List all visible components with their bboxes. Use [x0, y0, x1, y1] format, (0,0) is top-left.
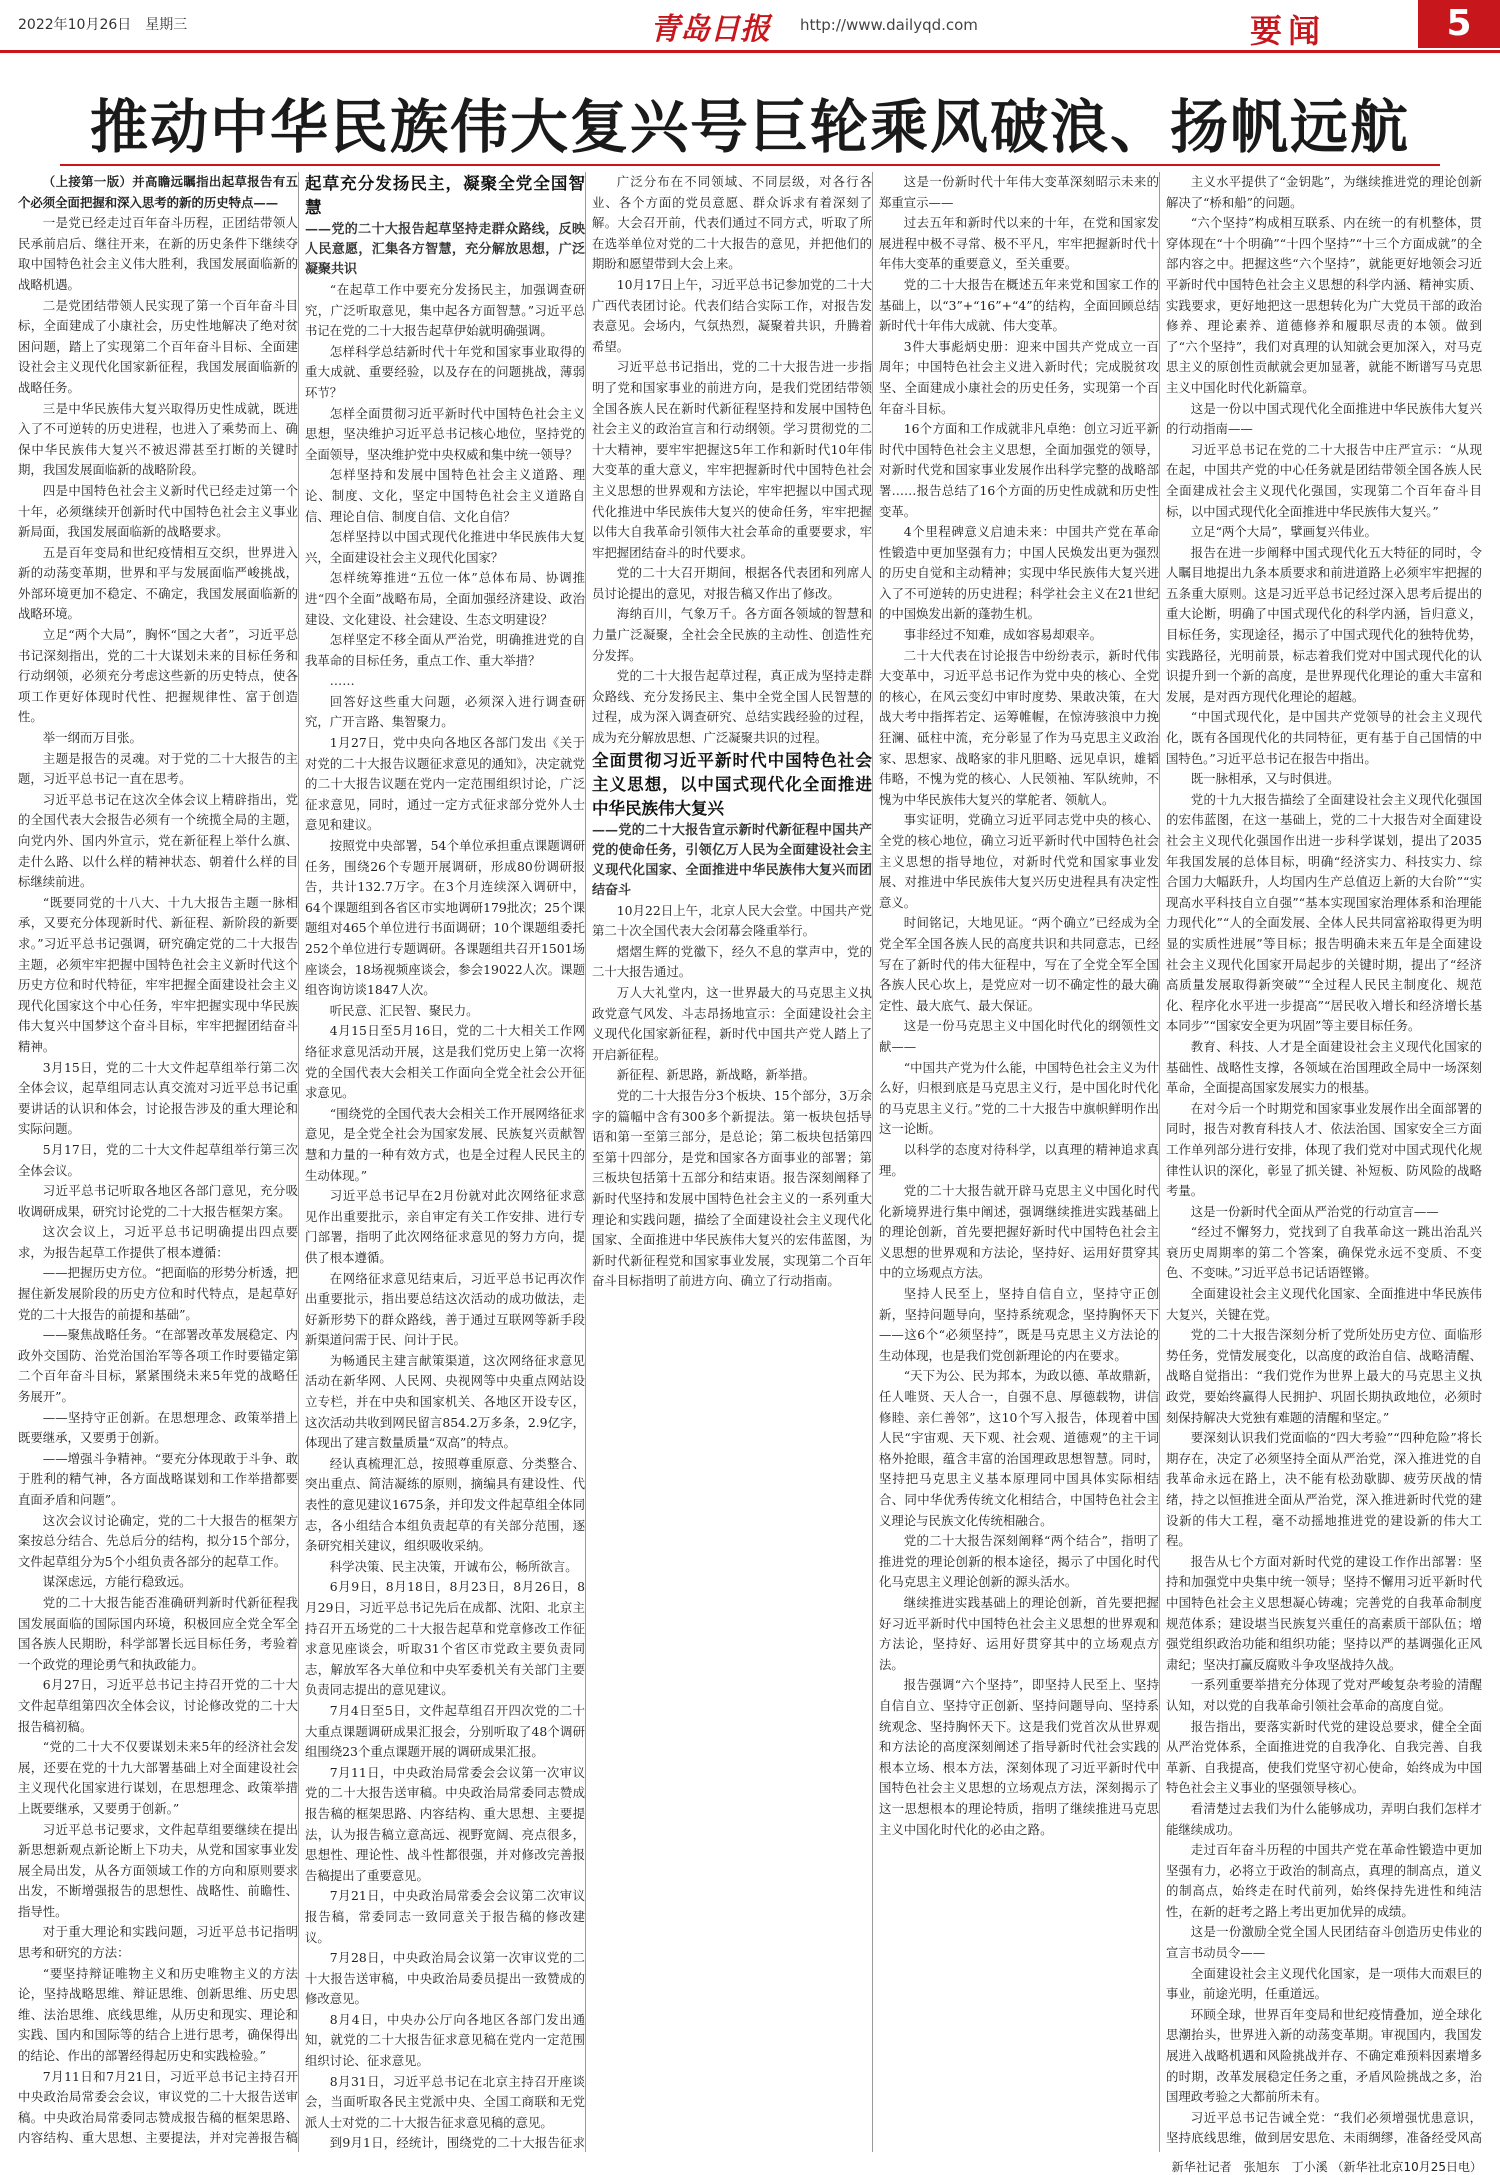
article-column-5	[1166, 172, 1482, 2152]
paragraph: 全面建设社会主义现代化国家，是一项伟大而艰巨的事业，前途光明，任重道远。	[1166, 1965, 1482, 2002]
paragraph: 报告从七个方面对新时代党的建设工作作出部署：坚持和加强党中央集中统一领导；坚持不懈用习近平新时代中国特色社会主义思想凝心铸魂；完善党的自我革命制度规范体系；建设堪当民族复兴重任的高素质干部队伍；增强党组织政治功能和组织功能；坚持以严的基调强化正风肃纪；坚决打赢反腐败斗争攻坚战持久战。	[1166, 1553, 1482, 1672]
masthead	[0, 0, 1500, 54]
paragraph: 过去五年和新时代以来的十年，在党和国家发展进程中极不寻常、极不平凡，牢牢把握新时代十年伟大变革的重要意义，至关重要。	[879, 215, 1159, 272]
paragraph: 怎样统筹推进“五位一体”总体布局、协调推进“四个全面”战略布局，全面加强经济建设、政治建设、文化建设、社会建设、生态文明建设？	[305, 570, 585, 627]
article-column-2	[305, 172, 585, 2152]
website-url[interactable]: http://www.dailyqd.com	[800, 16, 978, 34]
paragraph: 在网络征求意见结束后，习近平总书记再次作出重要批示，指出要总结这次活动的成功做法，走好新形势下的群众路线，善于通过互联网等新手段新渠道问需于民、问计于民。	[305, 1270, 585, 1348]
paragraph: “中国式现代化，是中国共产党领导的社会主义现代化，既有各国现代化的共同特征，更有基于自己国情的中国特色。”习近平总书记在报告中指出。	[1166, 709, 1482, 766]
paragraph: 党的二十大报告在概述五年来党和国家工作的基础上，以“3”+“16”+“4”的结构，全面回顾总结新时代十年伟大成就、伟大变革。	[879, 276, 1159, 334]
paragraph: 4个里程碑意义启迪未来：中国共产党在革命性锻造中更加坚强有力；中国人民焕发出更为强烈的历史自觉和主动精神；实现中华民族伟大复兴进入了不可逆转的历史进程；科学社会主义在21世纪的中国焕发出新的蓬勃生机。	[879, 524, 1159, 622]
paragraph: 党的十九大报告描绘了全面建设社会主义现代化强国的宏伟蓝图，在这一基础上，党的二十大报告对全面建设社会主义现代化强国作出进一步科学谋划，提出了2035年我国发展的总体目标，明确“经济实力、科技实力、综合国力大幅跃升，人均国内生产总值迈上新的大台阶”“实现高水平科技自立自强”“基本实现国家治理体系和治理能力现代化”“人的全面发展、全体人民共同富裕取得更为明显的实质性进展”等目标；报告明确未来五年是全面建设社会主义现代化国家开局起步的关键时期，提出了“经济高质量发展取得新突破”“全过程人民民主制度化、规范化、程序化水平进一步提高”“居民收入增长和经济增长基本同步”“国家安全更为巩固”等主要目标任务。	[1166, 791, 1482, 1034]
paragraph: ——增强斗争精神。“要充分体现敢于斗争、敢于胜利的精气神，各方面战略谋划和工作举措都要直面矛盾和问题”。	[18, 1450, 298, 1507]
paragraph: 怎样全面贯彻习近平新时代中国特色社会主义思想，坚决维护习近平总书记核心地位，坚持党的全面领导，坚决维护党中央权威和集中统一领导？	[305, 405, 585, 462]
paragraph: 广泛分布在不同领域、不同层级，对各行各业、各个方面的党员意愿、群众诉求有着深刻了解。大会召开前，代表们通过不同方式，听取了所在选举单位对党的二十大报告的意见，并把他们的期盼和愿望带到大会上来。	[592, 174, 872, 272]
paragraph: 海纳百川，气象万千。各方面各领域的智慧和力量广泛凝聚，全社会全民族的主动性、创造性充分发挥。	[592, 606, 872, 663]
paragraph: 怎样坚持以中国式现代化推进中华民族伟大复兴，全面建设社会主义现代化国家？	[305, 529, 585, 565]
paragraph: 这是一份新时代十年伟大变革深刻昭示未来的郑重宣示——	[879, 174, 1159, 210]
paragraph: 4月15日至5月16日，党的二十大相关工作网络征求意见活动开展，这是我们党历史上第一次将党的全国代表大会相关工作面向全党全社会公开征求意见。	[305, 1023, 585, 1101]
paragraph: 习近平总书记早在2月份就对此次网络征求意见作出重要批示，亲自审定有关工作安排、进行专门部署，指明了此次网络征求意见的努力方向，提供了根本遵循。	[305, 1188, 585, 1265]
paragraph: 五是百年变局和世纪疫情相互交织，世界进入新的动荡变革期，世界和平与发展面临严峻挑战，外部环境更加不稳定、不确定，我国发展面临新的战略环境。	[18, 544, 298, 622]
paragraph: 坚持人民至上，坚持自信自立，坚持守正创新，坚持问题导向，坚持系统观念，坚持胸怀天下——这6个“必须坚持”，既是马克思主义方法论的生动体现，也是我们党创新理论的内在要求。	[879, 1286, 1159, 1363]
paragraph: 报告指出，要落实新时代党的建设总要求，健全全面从严治党体系，全面推进党的自我净化、自我完善、自我革新、自我提高，使我们党坚守初心使命，始终成为中国特色社会主义事业的坚强领导核心。	[1166, 1718, 1482, 1796]
paragraph: 7月21日，中央政治局常委会会议第二次审议报告稿，常委同志一致同意关于报告稿的修改建议。	[305, 1888, 585, 1945]
paragraph: 二十大代表在讨论报告中纷纷表示，新时代伟大变革中，习近平总书记作为党中央的核心、全党的核心，在风云变幻中审时度势、果敢决策，在大战大考中指挥若定、运筹帷幄，在惊涛骇浪中力挽狂澜、砥柱中流，充分彰显了作为马克思主义政治家、思想家、战略家的非凡胆略、远见卓识，雄韬伟略，不愧为党的核心、人民领袖、军队统帅，不愧为中华民族伟大复兴的掌舵者、领航人。	[879, 647, 1159, 807]
paragraph: 立足“两个大局”，胸怀“国之大者”，习近平总书记深刻指出，党的二十大谋划未来的目标任务和行动纲领，必须充分考虑这些新的历史特点，使各项工作更好体现时代性、把握规律性、富于创造性。	[18, 627, 298, 725]
paragraph: 6月9日，8月18日，8月23日，8月26日，8月29日，习近平总书记先后在成都、沈阳、北京主持召开五场党的二十大报告起草和党章修改工作征求意见座谈会，听取31个省区市党政主要负责同志，解放军各大单位和中央军委机关有关部门主要负责同志提出的意见建议。	[305, 1579, 585, 1698]
column-divider	[872, 172, 873, 2152]
paragraph: 习近平总书记在党的二十大报告中庄严宣示：“从现在起，中国共产党的中心任务就是团结带领全国各族人民全面建成社会主义现代化强国，实现第二个百年奋斗目标，以中国式现代化全面推进中华民族伟大复兴。”	[1166, 441, 1482, 519]
masthead-divider	[0, 50, 1500, 53]
paragraph: 到9月1日，经统计，围绕党的二十大报告征求	[329, 2135, 585, 2151]
paragraph: 这是一份以中国式现代化全面推进中华民族伟大复兴的行动指南——	[1166, 400, 1482, 437]
paragraph: “在起草工作中要充分发扬民主，加强调查研究，广泛听取意见，集中起各方面智慧。”习近平总书记在党的二十大报告起草伊始就明确强调。	[305, 282, 585, 339]
paragraph: 全面贯彻习近平新时代中国特色社会主义思想，以中国式现代化全面推进中华民族伟大复兴	[592, 750, 872, 818]
paragraph: 回答好这些重大问题，必须深入进行调查研究，广开言路、集智聚力。	[305, 693, 585, 730]
page-number: 5	[1418, 0, 1500, 48]
paragraph: “中国共产党为什么能，中国特色社会主义为什么好，归根到底是马克思主义行，是中国化时代化的马克思主义行。”党的二十大报告中旗帜鲜明作出这一论断。	[879, 1059, 1159, 1137]
byline: 新华社记者 张旭东 丁小溪	[1171, 2160, 1328, 2174]
paragraph: “经过不懈努力，党找到了自我革命这一跳出治乱兴衰历史周期率的第二个答案，确保党永远不变质、不变色、不变味。”习近平总书记话语铿锵。	[1166, 1224, 1482, 1281]
paragraph: 这次会议上，习近平总书记明确提出四点要求，为报告起草工作提供了根本遵循：	[18, 1224, 298, 1260]
paragraph: 16个方面和工作成就非凡卓绝：创立习近平新时代中国特色社会主义思想，全面加强党的领导，对新时代党和国家事业发展作出科学完整的战略部署……报告总结了16个方面的历史性成就和历史性变革。	[879, 421, 1159, 519]
paragraph: ——党的二十大报告起草坚持走群众路线，反映人民意愿，汇集各方智慧，充分解放思想，广泛凝聚共识	[305, 222, 585, 277]
headline-divider	[60, 164, 1440, 166]
paragraph: 科学决策、民主决策，开诚布公，畅所欲言。	[329, 1558, 578, 1574]
paragraph: 5月17日，党的二十大文件起草组举行第三次全体会议。	[18, 1141, 298, 1178]
paragraph: 熠熠生辉的党徽下，经久不息的掌声中，党的二十大报告通过。	[592, 943, 872, 980]
paragraph: 一是党已经走过百年奋斗历程，正团结带领人民承前启后、继往开来，在新的历史条件下继续夺取中国特色社会主义伟大胜利，我国发展面临新的战略机遇。	[18, 215, 298, 292]
paragraph: 党的二十大报告分3个板块、15个部分，3万余字的篇幅中含有300多个新提法。第一板块包括导语和第一至第三部分，是总论；第二板块包括第四至第十四部分，是党和国家各方面事业的部署；第三板块包括第十五部分和结束语。报告深刻阐释了新时代坚持和发展中国特色社会主义的一系列重大理论和实践问题，描绘了全面建设社会主义现代化国家、全面推进中华民族伟大复兴的宏伟蓝图，为新时代新征程党和国家事业发展，实现第二个百年奋斗目标指明了前进方向、确立了行动指南。	[592, 1087, 872, 1289]
paragraph: “天下为公、民为邦本，为政以德、革故鼎新，任人唯贤、天人合一，自强不息、厚德载物，讲信修睦、亲仁善邻”，这10个写入报告，体现着中国人民“宇宙观、天下观、社会观、道德观”的主干词格外抢眼，蕴含丰富的治国理政思想智慧。同时，坚持把马克思主义基本原理同中国具体实际相结合、同中华优秀传统文化相结合，中国特色社会主义理论与民族文化传统相融合。	[879, 1368, 1159, 1528]
paragraph: 经认真梳理汇总，按照尊重原意、分类整合、突出重点、简洁凝练的原则，摘编具有建设性、代表性的意见建议1675条，并印发文件起草组全体同志，各小组结合本组负责起草的有关部分范围，逐条研究相关建议，组织吸收采纳。	[305, 1455, 585, 1554]
paragraph: 环顾全球，世界百年变局和世纪疫情叠加，逆全球化思潮抬头，世界进入新的动荡变革期。审视国内，我国发展进入战略机遇和风险挑战并存、不确定难预料因素增多的时期，改革发展稳定任务之重，矛盾风险挑战之多，治国理政考验之大都前所未有。	[1166, 2006, 1482, 2105]
paragraph: 7月28日，中央政治局会议第一次审议党的二十大报告送审稿，中央政治局委员提出一致赞成的修改意见。	[305, 1950, 585, 2007]
paragraph: 习近平总书记要求，文件起草组要继续在提出新思想新观点新论断上下功夫，从党和国家事业发展全局出发，从各方面领域工作的方向和原则要求出发，不断增强报告的思想性、战略性、前瞻性、指导性。	[18, 1821, 298, 1919]
paragraph: ——把握历史方位。“把面临的形势分析透，把握住新发展阶段的历史方位和时代特点，是起草好党的二十大报告的前提和基础”。	[18, 1265, 298, 1322]
paragraph: 新征程、新思路，新战略，新举措。	[616, 1067, 816, 1083]
newspaper-logo: 青岛日报	[650, 12, 770, 47]
paragraph: ……	[329, 673, 355, 689]
paragraph: “六个坚持”构成相互联系、内在统一的有机整体，贯穿体现在“十个明确”“十四个坚持”“十三个方面成就”的全部内容之中。把握这些“六个坚持”，就能更好地领会习近平新时代中国特色社会主义思想的科学内涵、精神实质、实践要求，更好地把这一思想转化为广大党员干部的政治修养、理论素养、道德修养和履职尽责的本领。做到了“六个坚持”，我们对真理的认知就会更加深入，对马克思主义的原创性贡献就会更加显著，就能不断谱写马克思主义中国化时代化新篇章。	[1166, 215, 1482, 395]
paragraph: “围绕党的全国代表大会相关工作开展网络征求意见，是全党全社会为国家发展、民族复兴贡献智慧和力量的一种有效方式，也是全过程人民民主的生动体现。”	[305, 1105, 585, 1183]
column-divider	[585, 172, 586, 2152]
article-footer	[1166, 2158, 1482, 2175]
paragraph: 谋深虑远，方能行稳致远。	[42, 1574, 192, 1590]
paragraph: 事非经过不知难，成如容易却艰辛。	[903, 627, 1103, 643]
dateline-note: （新华社北京10月25日电）	[1331, 2160, 1482, 2174]
paragraph: 党的二十大召开期间，根据各代表团和列席人员讨论提出的意见，对报告稿又作出了修改。	[592, 565, 872, 601]
paragraph: 党的二十大报告深刻分析了党所处历史方位、面临形势任务，党情发展变化，以高度的政治自信、战略清醒、战略自觉指出：“我们党作为世界上最大的马克思主义执政党，要始终赢得人民拥护、巩固长期执政地位，必须时刻保持解决大党独有难题的清醒和坚定。”	[1166, 1327, 1482, 1425]
paragraph: 报告在进一步阐释中国式现代化五大特征的同时，令人瞩目地提出九条本质要求和前进道路上必须牢牢把握的五条重大原则。这是习近平总书记经过深入思考后提出的重大论断，明确了中国式现代化的科学内涵，旨归意义，目标任务，实现途径，揭示了中国式现代化的独特优势，实践路径，光明前景，标志着我们党对中国式现代化的认识提升到一个新的高度，是世界现代化理论的重大丰富和发展，是对西方现代化理论的超越。	[1166, 544, 1482, 704]
paragraph: 这次会议讨论确定，党的二十大报告的框架方案按总分结合、先总后分的结构，拟分15个部分，文件起草组分为5个小组负责各部分的起草工作。	[18, 1512, 298, 1569]
paragraph: 怎样科学总结新时代十年党和国家事业取得的重大成就、重要经验，以及存在的问题挑战，薄弱环节？	[305, 343, 585, 400]
paragraph: 立足“两个大局”，擘画复兴伟业。	[1190, 524, 1377, 540]
paragraph: 起草充分发扬民主，凝聚全党全国智慧	[305, 174, 585, 217]
paragraph: 主题是报告的灵魂。对于党的二十大报告的主题，习近平总书记一直在思考。	[18, 750, 298, 787]
article-column-3	[592, 172, 872, 2152]
paragraph: 四是中国特色社会主义新时代已经走过第一个十年，必须继续开创新时代中国特色社会主义事业新局面，我国发展面临新的战略要求。	[18, 482, 298, 540]
paragraph: 这是一份激励全党全国人民团结奋斗创造历史伟业的宣言书动员令——	[1166, 1924, 1482, 1961]
paragraph: 为畅通民主建言献策渠道，这次网络征求意见活动在新华网、人民网、央视网等中央重点网站设立专栏，并在中央和国家机关、各地区开设专区，这次活动共收到网民留言854.2万多条，2.9亿字，体现出了建言数量质量“双高”的特点。	[305, 1352, 585, 1451]
paragraph: 要深刻认识我们党面临的“四大考验”“四种危险”将长期存在，决定了必须坚持全面从严治党，深入推进党的自我革命永远在路上，决不能有松劲歇脚、疲劳厌战的情绪，持之以恒推进全面从严治党，深入推进新时代党的建设新的伟大工程，毫不动摇地推进党的建设新的伟大工程。	[1166, 1430, 1482, 1549]
paragraph: 报告强调“六个坚持”，即坚持人民至上、坚持自信自立、坚持守正创新、坚持问题导向、坚持系统观念、坚持胸怀天下。这是我们党首次从世界观和方法论的高度深刻阐述了指导新时代社会实践的根本立场、根本方法，深刻体现了习近平新时代中国特色社会主义思想的立场观点方法，深刻揭示了这一思想根本的理论特质，指明了继续推进马克思主义中国化时代化的必由之路。	[879, 1677, 1159, 1837]
paragraph: 举一纲而万目张。	[42, 730, 142, 746]
paragraph: ——聚焦战略任务。“在部署改革发展稳定、内政外交国防、治党治国治军等各项工作时要锚定第二个百年奋斗目标，紧紧围绕未来5年党的战略任务展开”。	[18, 1327, 298, 1405]
column-divider	[298, 172, 299, 2152]
paragraph: ——党的二十大报告宣示新时代新征程中国共产党的使命任务，引领亿万人民为全面建设社会主义现代化国家、全面推进中华民族伟大复兴而团结奋斗	[592, 822, 872, 898]
paragraph: 党的二十大报告就开辟马克思主义中国化时代化新境界进行集中阐述，强调继续推进实践基础上的理论创新，首先要把握好新时代中国特色社会主义思想的世界观和方法论，坚持好、运用好贯穿其中的立场观点方法。	[879, 1183, 1159, 1281]
paragraph: 走过百年奋斗历程的中国共产党在革命性锻造中更加坚强有力，必将立于政治的制高点，真理的制高点，道义的制高点，始终走在时代前列，始终保持先进性和纯洁性，在新的赶考之路上考出更加优异的成绩。	[1166, 1842, 1482, 1919]
paragraph: 继续推进实践基础上的理论创新，首先要把握好习近平新时代中国特色社会主义思想的世界观和方法论，坚持好、运用好贯穿其中的立场观点方法。	[879, 1594, 1159, 1672]
paragraph: 全面建设社会主义现代化国家、全面推进中华民族伟大复兴，关键在党。	[1166, 1286, 1482, 1322]
paragraph: （上接第一版）并高瞻远瞩指出起草报告有五个必须全面把握和深入思考的新的历史特点——	[18, 174, 298, 210]
paragraph: 10月17日上午，习近平总书记参加党的二十大广西代表团讨论。代表们结合实际工作，对报告发表意见。会场内，气氛热烈，凝聚着共识，升腾着希望。	[592, 276, 872, 354]
paragraph: 既一脉相承，又与时俱进。	[1190, 771, 1340, 787]
paragraph: 7月11日和7月21日，习近平总书记主持召开中央政治局常委会会议，审议党的二十大报告送审稿。中央政治局常委同志赞成报告稿的框架思路、内容结构、重大思想、主要提法，并对完善报告稿	[18, 2068, 298, 2146]
paragraph: 3月15日，党的二十大文件起草组举行第二次全体会议，起草组同志认真交流对习近平总书记重要讲话的认识和体会，讨论报告涉及的重大理论和实际问题。	[18, 1059, 298, 1137]
paragraph: 一系列重要举措充分体现了党对严峻复杂考验的清醒认知，对以党的自我革命引领社会革命的高度自觉。	[1166, 1677, 1482, 1713]
column-divider	[1159, 172, 1160, 2152]
paragraph: 主义水平提供了“金钥匙”，为继续推进党的理论创新解决了“桥和船”的问题。	[1166, 174, 1482, 210]
paragraph: 习近平总书记告诫全党：“我们必须增强忧患意识，坚持底线思维，做到居安思危、未雨绸缪，准备经受风高	[1166, 2109, 1482, 2146]
paragraph: 10月22日上午，北京人民大会堂。中国共产党第二十次全国代表大会闭幕会隆重举行。	[592, 902, 872, 939]
paragraph: 事实证明，党确立习近平同志党中央的核心、全党的核心地位，确立习近平新时代中国特色社会主义思想的指导地位，对新时代党和国家事业发展、对推进中华民族伟大复兴历史进程具有决定性意义。	[879, 812, 1159, 910]
paragraph: 1月27日，党中央向各地区各部门发出《关于对党的二十大报告议题征求意见的通知》，决定就党的二十大报告议题在党内一定范围组织讨论，广泛征求意见，同时，通过一定方式征求部分党外人士意见和建议。	[305, 735, 585, 833]
paragraph: ——坚持守正创新。在思想理念、政策举措上既要继承，又要勇于创新。	[18, 1409, 298, 1446]
paragraph: 这是一份新时代全面从严治党的行动宣言——	[1190, 1203, 1439, 1219]
paragraph: 以科学的态度对待科学，以真理的精神追求真理。	[879, 1141, 1159, 1178]
paragraph: 党的二十大报告起草过程，真正成为坚持走群众路线、充分发扬民主、集中全党全国人民智慧的过程，成为深入调查研究、总结实践经验的过程，成为充分解放思想、广泛凝聚共识的过程。	[592, 668, 872, 746]
issue-date: 2022年10月26日 星期三	[18, 17, 188, 33]
paragraph: 在对今后一个时期党和国家事业发展作出全面部署的同时，报告对教育科技人才、依法治国、国家安全三方面工作单列部分进行安排，体现了我们党对中国式现代化规律性认识的深化，彰显了抓关键、补短板、防风险的战略考量。	[1166, 1100, 1482, 1199]
paragraph: 三是中华民族伟大复兴取得历史性成就，既进入了不可逆转的历史进程，也进入了乘势而上、确保中华民族伟大复兴不被迟滞甚至打断的关键时期，我国发展面临新的战略阶段。	[18, 400, 298, 478]
article-column-4	[879, 172, 1159, 2152]
paragraph: 万人大礼堂内，这一世界最大的马克思主义执政党意气风发、斗志昂扬地宣示：全面建设社会主义现代化国家新征程，新时代中国共产党人踏上了开启新征程。	[592, 985, 872, 1062]
paragraph: 对于重大理论和实践问题，习近平总书记指明思考和研究的方法：	[18, 1924, 298, 1961]
paragraph: 7月11日，中央政治局常委会会议第一次审议党的二十大报告送审稿。中央政治局常委同志赞成报告稿的框架思路、内容结构、重大思想、主要提法，认为报告稿立意高远、视野宽阔、亮点很多，思想性、理论性、战斗性都很强，并对修改完善报告稿提出了重要意见。	[305, 1764, 585, 1883]
section-title: 要闻	[1250, 12, 1327, 50]
paragraph: 习近平总书记指出，党的二十大报告进一步指明了党和国家事业的前进方向，是我们党团结带领全国各族人民在新时代新征程坚持和发展中国特色社会主义的政治宣言和行动纲领。学习贯彻党的二十大精神，要牢牢把握这5年工作和新时代10年伟大变革的重大意义，牢牢把握新时代中国特色社会主义思想的世界观和方法论，牢牢把握以中国式现代化推进中华民族伟大复兴的使命任务，牢牢把握以伟大自我革命引领伟大社会革命的重要要求，牢牢把握团结奋斗的时代要求。	[592, 359, 872, 560]
paragraph: 看清楚过去我们为什么能够成功，弄明白我们怎样才能继续成功。	[1166, 1800, 1482, 1837]
paragraph: 怎样坚定不移全面从严治党，明确推进党的自我革命的目标任务，重点工作、重大举措？	[305, 632, 585, 668]
paragraph: 6月27日，习近平总书记主持召开党的二十大文件起草组第四次全体会议，讨论修改党的二十大报告稿初稿。	[18, 1677, 298, 1734]
paragraph: “要坚持辩证唯物主义和历史唯物主义的方法论，坚持战略思维、辩证思维、创新思维、历史思维、法治思维、底线思维，从历史和现实、理论和实践、国内和国际等的结合上进行思考，确保得出的结论、作出的部署经得起历史和实践检验。”	[18, 1965, 298, 2064]
paragraph: 习近平总书记在这次全体会议上精辟指出，党的全国代表大会报告必须有一个统揽全局的主题，向党内外、国内外宣示，党在新征程上举什么旗、走什么路、以什么样的精神状态、朝着什么样的目标继续前进。	[18, 791, 298, 890]
paragraph: 7月4日至5日，文件起草组召开四次党的二十大重点课题调研成果汇报会，分别听取了48个调研组围绕23个重点课题开展的调研成果汇报。	[305, 1702, 585, 1760]
paragraph: 这是一份马克思主义中国化时代化的纲领性文献——	[879, 1018, 1159, 1054]
paragraph: “既要同党的十八大、十九大报告主题一脉相承，又要充分体现新时代、新征程、新阶段的新要求。”习近平总书记强调，研究确定党的二十大报告主题，必须牢牢把握中国特色社会主义新时代这个历史方位和时代特征，牢牢把握全面建设社会主义现代化国家这个中心任务，牢牢把握实现中华民族伟大复兴中国梦这个奋斗目标，牢牢把握团结奋斗精神。	[18, 894, 298, 1054]
paragraph: 按照党中央部署，54个单位承担重点课题调研任务，围绕26个专题开展调研，形成80份调研报告，共计132.7万字。在3个月连续深入调研中，64个课题组到各省区市实地调研179批次；25个课题组对465个单位进行书面调研；10个课题组委托252个单位进行专题调研。各课题组共召开1501场座谈会，18场视频座谈会，参会19022人次。课题组咨询访谈1847人次。	[305, 838, 585, 998]
paragraph: 8月4日，中央办公厅向各地区各部门发出通知，就党的二十大报告征求意见稿在党内一定范围组织讨论、征求意见。	[305, 2011, 585, 2069]
paragraph: 3件大事彪炳史册：迎来中国共产党成立一百周年；中国特色社会主义进入新时代；完成脱贫攻坚、全面建成小康社会的历史任务，实现第一个百年奋斗目标。	[879, 338, 1159, 416]
paragraph: 党的二十大报告能否准确研判新时代新征程我国发展面临的国际国内环境，积极回应全党全军全国各族人民期盼，科学部署长远目标任务，考验着一个政党的理论勇气和执政能力。	[18, 1594, 298, 1672]
paragraph: 习近平总书记听取各地区各部门意见，充分吸收调研成果，研究讨论党的二十大报告框架方案。	[18, 1183, 298, 1219]
paragraph: 8月31日，习近平总书记在北京主持召开座谈会，当面听取各民主党派中央、全国工商联和无党派人士对党的二十大报告征求意见稿的意见。	[305, 2073, 585, 2130]
paragraph: 听民意、汇民智、聚民力。	[329, 1002, 479, 1018]
headline: 推动中华民族伟大复兴号巨轮乘风破浪、扬帆远航	[89, 93, 1410, 161]
paragraph: 时间铭记，大地见证。“两个确立”已经成为全党全军全国各族人民的高度共识和共同意志，已经写在了新时代的伟大征程中，写在了全党全军全国各族人民心坎上，是党应对一切不确定性的最大确定性、最大底气、最大保证。	[879, 915, 1159, 1013]
paragraph: 二是党团结带领人民实现了第一个百年奋斗目标，全面建成了小康社会，历史性地解决了绝对贫困问题，踏上了实现第二个百年奋斗目标、全面建设社会主义现代化国家新征程，我国发展面临新的战略任务。	[18, 297, 298, 395]
article-column-1	[18, 172, 298, 2152]
paragraph: “党的二十大不仅要谋划未来5年的经济社会发展，还要在党的十九大部署基础上对全面建设社会主义现代化国家进行谋划，在思想理念、政策举措上既要继承，又要勇于创新。”	[18, 1739, 298, 1816]
paragraph: 教育、科技、人才是全面建设社会主义现代化国家的基础性、战略性支撑，各领域在治国理政全局中一场深刻革命，全面提高国家发展实力的根基。	[1166, 1038, 1482, 1096]
paragraph: 怎样坚持和发展中国特色社会主义道路、理论、制度、文化，坚定中国特色社会主义道路自信、理论自信、制度自信、文化自信？	[305, 467, 585, 524]
paragraph: 党的二十大报告深刻阐释“两个结合”，指明了推进党的理论创新的根本途径，揭示了中国化时代化马克思主义理论创新的源头活水。	[879, 1533, 1159, 1590]
